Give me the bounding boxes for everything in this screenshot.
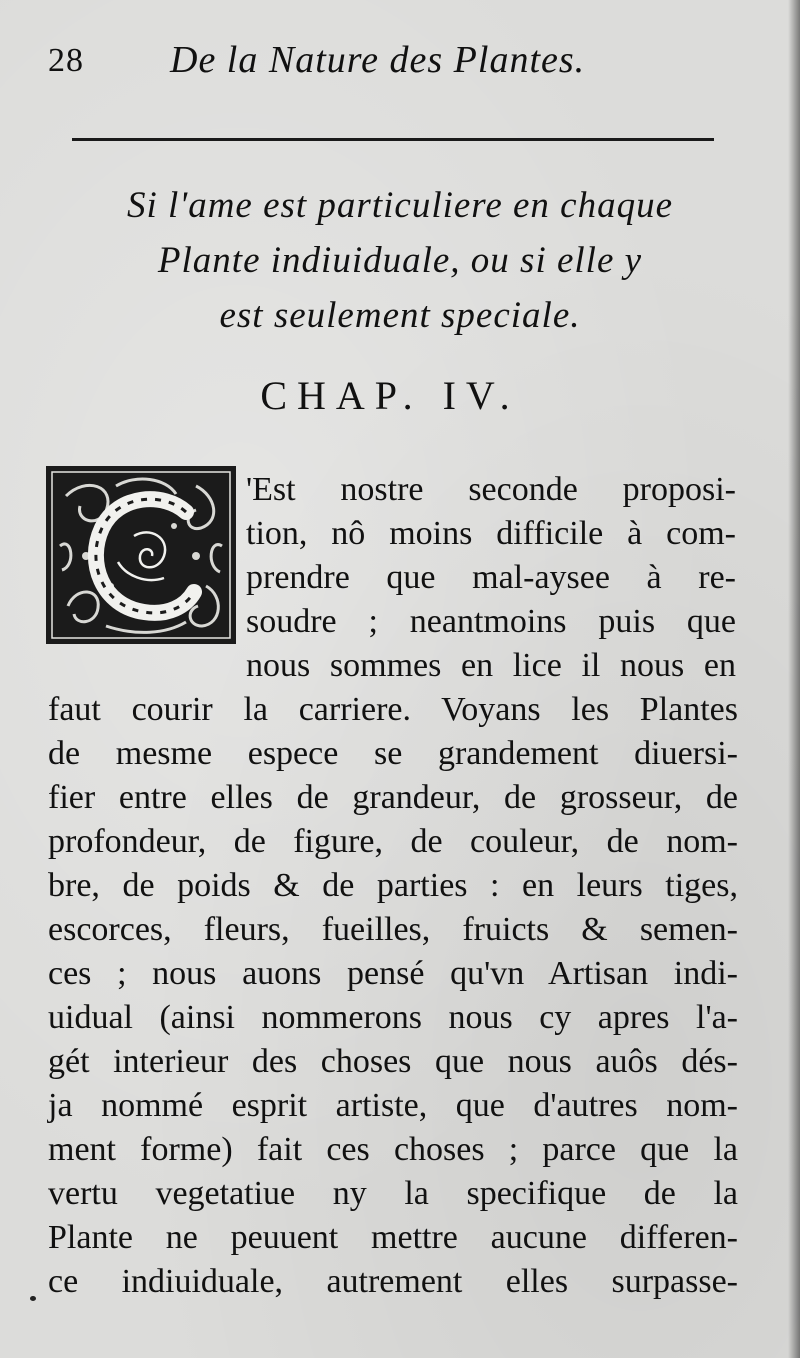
body-line: tion, nô moins difficile à com- (246, 515, 736, 552)
page-number: 28 (48, 42, 84, 79)
ornamental-initial-c-icon (46, 466, 236, 644)
running-title: De la Nature des Plantes. (170, 39, 586, 81)
chapter-heading: CHAP. IV. (260, 373, 520, 418)
body-line: prendre que mal-aysee à re- (246, 559, 736, 596)
page-edge-shadow (788, 0, 800, 1358)
page-header (48, 38, 728, 88)
ink-spot (30, 1296, 36, 1301)
body-line: bre, de poids & de parties : en leurs tiges, (48, 867, 738, 904)
header-rule (72, 138, 714, 141)
body-line: ja nommé esprit artiste, que d'autres nom- (48, 1087, 738, 1124)
body-line: nous sommes en lice il nous en (246, 647, 736, 684)
section-title-line: Plante indiuiduale, ou si elle y (157, 240, 643, 281)
body-line: soudre ; neantmoins puis que (246, 603, 736, 640)
body-line: vertu vegetatiue ny la specifique de la (48, 1175, 738, 1212)
section-title-line: est seulement speciale. (219, 295, 581, 336)
body-line: uidual (ainsi nommerons nous cy apres l'a- (48, 999, 738, 1036)
body-line: fier entre elles de grandeur, de grosseur, de (48, 779, 738, 816)
body-line: profondeur, de figure, de couleur, de nom- (48, 823, 738, 860)
body-line: Plante ne peuuent mettre aucune differen- (48, 1219, 738, 1256)
body-line: de mesme espece se grandement diuersi- (48, 735, 738, 772)
body-line: escorces, fleurs, fueilles, fruicts & semen- (48, 911, 738, 948)
body-line: faut courir la carriere. Voyans les Plantes (48, 691, 738, 728)
body-line: gét interieur des choses que nous auôs dés- (48, 1043, 738, 1080)
section-title (60, 178, 740, 343)
body-line: ces ; nous auons pensé qu'vn Artisan indi- (48, 955, 738, 992)
body-line: ment forme) fait ces choses ; parce que la (48, 1131, 738, 1168)
body-line: ce indiuiduale, autrement elles surpasse- (48, 1263, 738, 1300)
section-title-line: Si l'ame est particuliere en chaque (126, 185, 674, 226)
body-line: 'Est nostre seconde proposi- (246, 471, 736, 508)
